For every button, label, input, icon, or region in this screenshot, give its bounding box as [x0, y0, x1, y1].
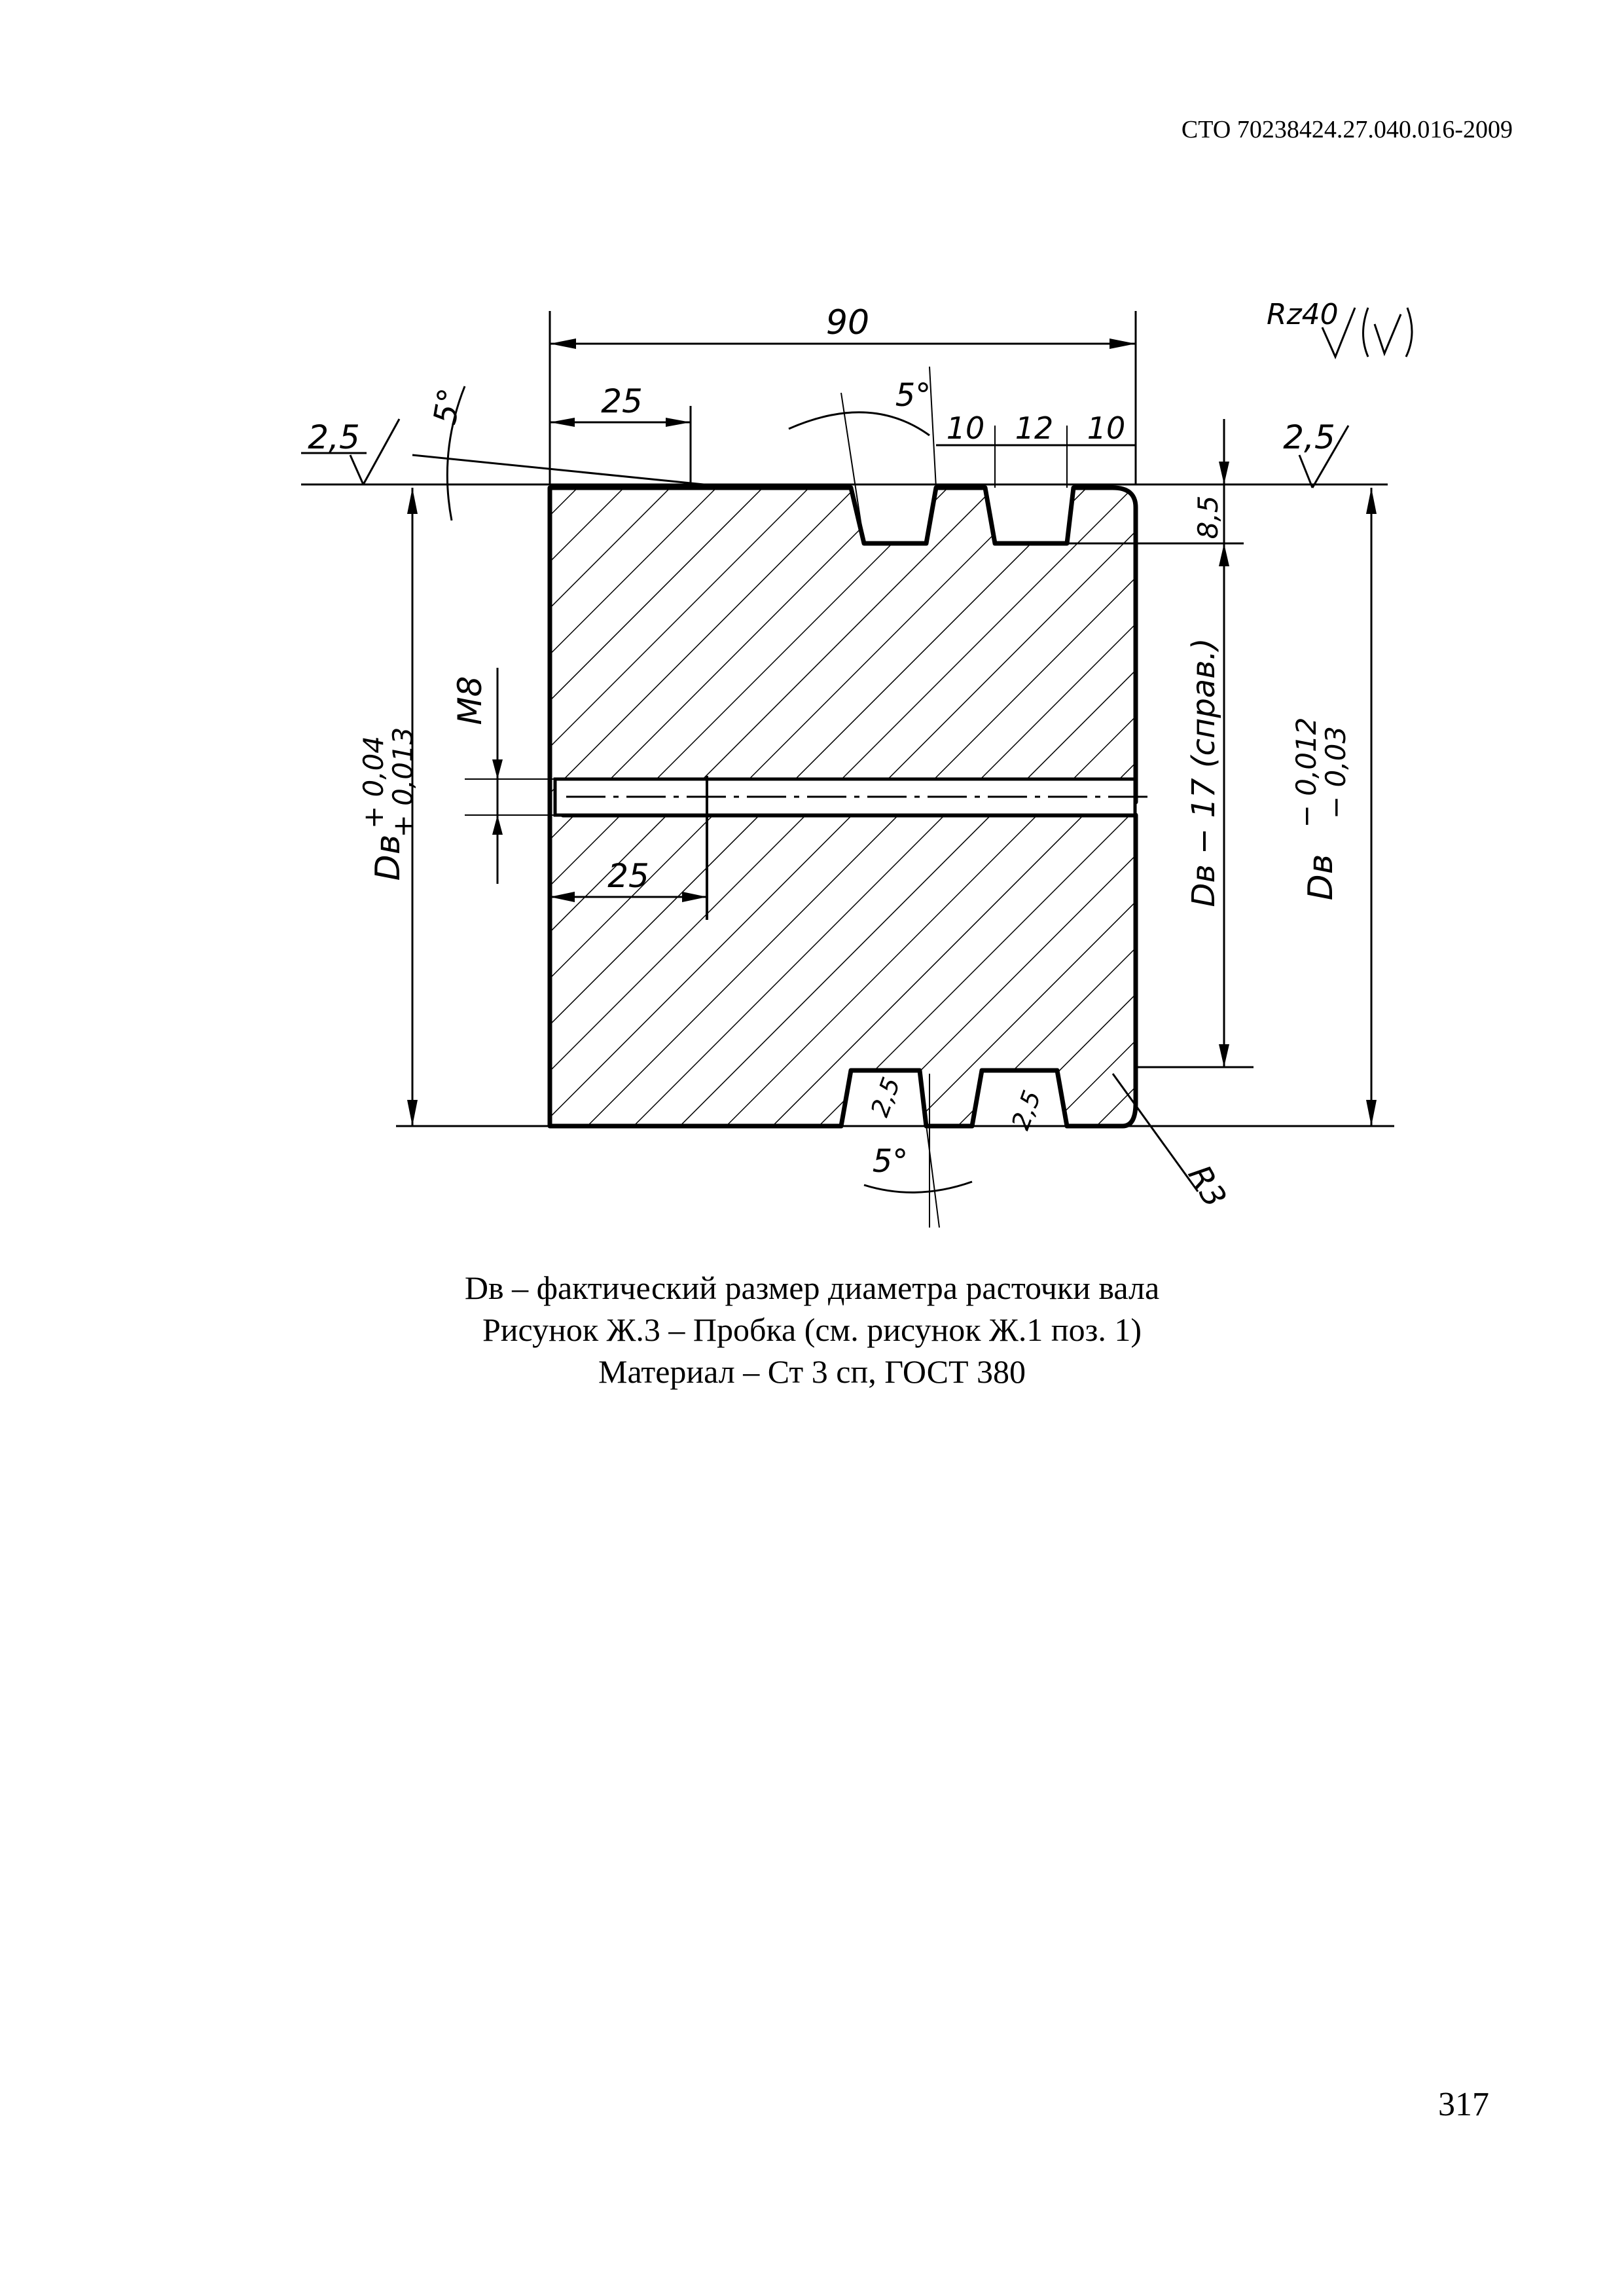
dim-thread: М8: [451, 676, 489, 725]
page-number: 317: [1438, 2086, 1489, 2123]
diameter-left-tol-upper: + 0,04: [357, 735, 389, 829]
dim-groove-bottom-1: 2,5: [865, 1073, 906, 1121]
roughness-left: 2,5: [308, 418, 360, 456]
roughness-general: Rz40: [1267, 298, 1339, 331]
dim-groove-depth: 8,5: [1192, 495, 1224, 539]
dim-groove-bottom-2: 2,5: [1005, 1086, 1047, 1134]
diameter-left-base: Dв: [369, 834, 408, 881]
dim-angle-top-left: 5°: [426, 385, 469, 428]
dim-pitch-2: 12: [1015, 410, 1054, 446]
diameter-right-tol-upper: − 0,012: [1290, 717, 1322, 828]
dim-middle-diameter: Dв − 17 (справ.): [1185, 638, 1222, 907]
diameter-right-base: Dв: [1301, 854, 1341, 901]
part-body: [550, 488, 1152, 1126]
figure-caption: [0, 1267, 1624, 1393]
dim-step-length: 25: [601, 382, 643, 420]
dim-angle-groove-bottom: 5°: [872, 1143, 909, 1180]
dim-overall-length: 90: [825, 303, 870, 342]
dim-angle-groove-top: 5°: [895, 377, 931, 414]
caption-line-1: Dв – фактический размер диаметра расточки вала: [464, 1269, 1160, 1306]
document-code: СТО 70238424.27.040.016-2009: [1181, 116, 1513, 143]
diameter-left-tol-lower: + 0,013: [387, 727, 419, 838]
roughness-right: 2,5: [1283, 418, 1335, 456]
dim-pitch-1: 10: [946, 410, 985, 446]
dim-pitch-3: 10: [1087, 410, 1126, 446]
diameter-right-tol-lower: − 0,03: [1320, 725, 1352, 820]
dim-radius: R3: [1180, 1159, 1234, 1214]
caption-line-2: Рисунок Ж.3 – Пробка (см. рисунок Ж.1 поз. 1): [482, 1311, 1142, 1348]
caption-line-3: Материал – Ст 3 сп, ГОСТ 380: [598, 1353, 1026, 1390]
dim-thread-length: 25: [607, 857, 649, 895]
